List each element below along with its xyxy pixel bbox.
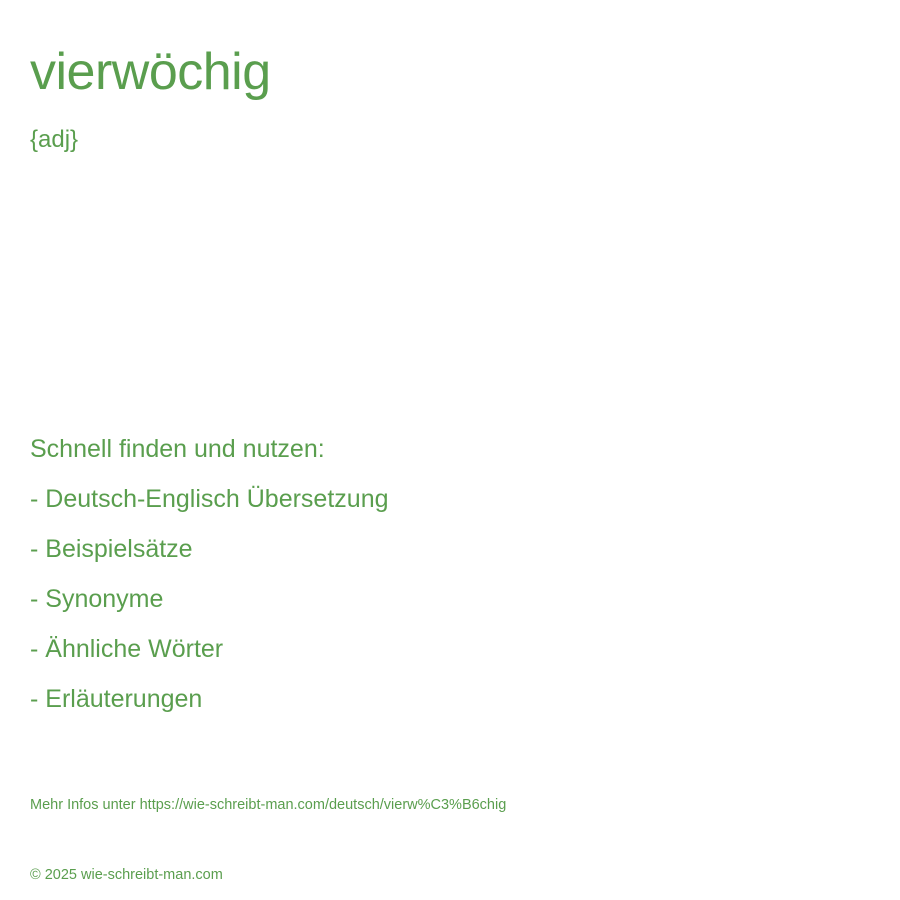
feature-list-heading: Schnell finden und nutzen: <box>30 435 325 463</box>
feature-item-explanations: - Erläuterungen <box>30 685 203 713</box>
copyright-text: © 2025 wie-schreibt-man.com <box>30 867 223 883</box>
part-of-speech-label: {adj} <box>30 126 79 153</box>
feature-item-example-sentences: - Beispielsätze <box>30 535 193 563</box>
feature-list <box>30 424 389 724</box>
feature-item-translation: - Deutsch-Englisch Übersetzung <box>30 485 389 513</box>
feature-item-synonyms: - Synonyme <box>30 585 164 613</box>
page-title: vierwöchig <box>30 43 271 101</box>
feature-items <box>30 474 389 724</box>
feature-item-similar-words: - Ähnliche Wörter <box>30 635 224 663</box>
more-info-text: Mehr Infos unter https://wie-schreibt-man.com/deutsch/vierw%C3%B6chig <box>30 797 507 813</box>
